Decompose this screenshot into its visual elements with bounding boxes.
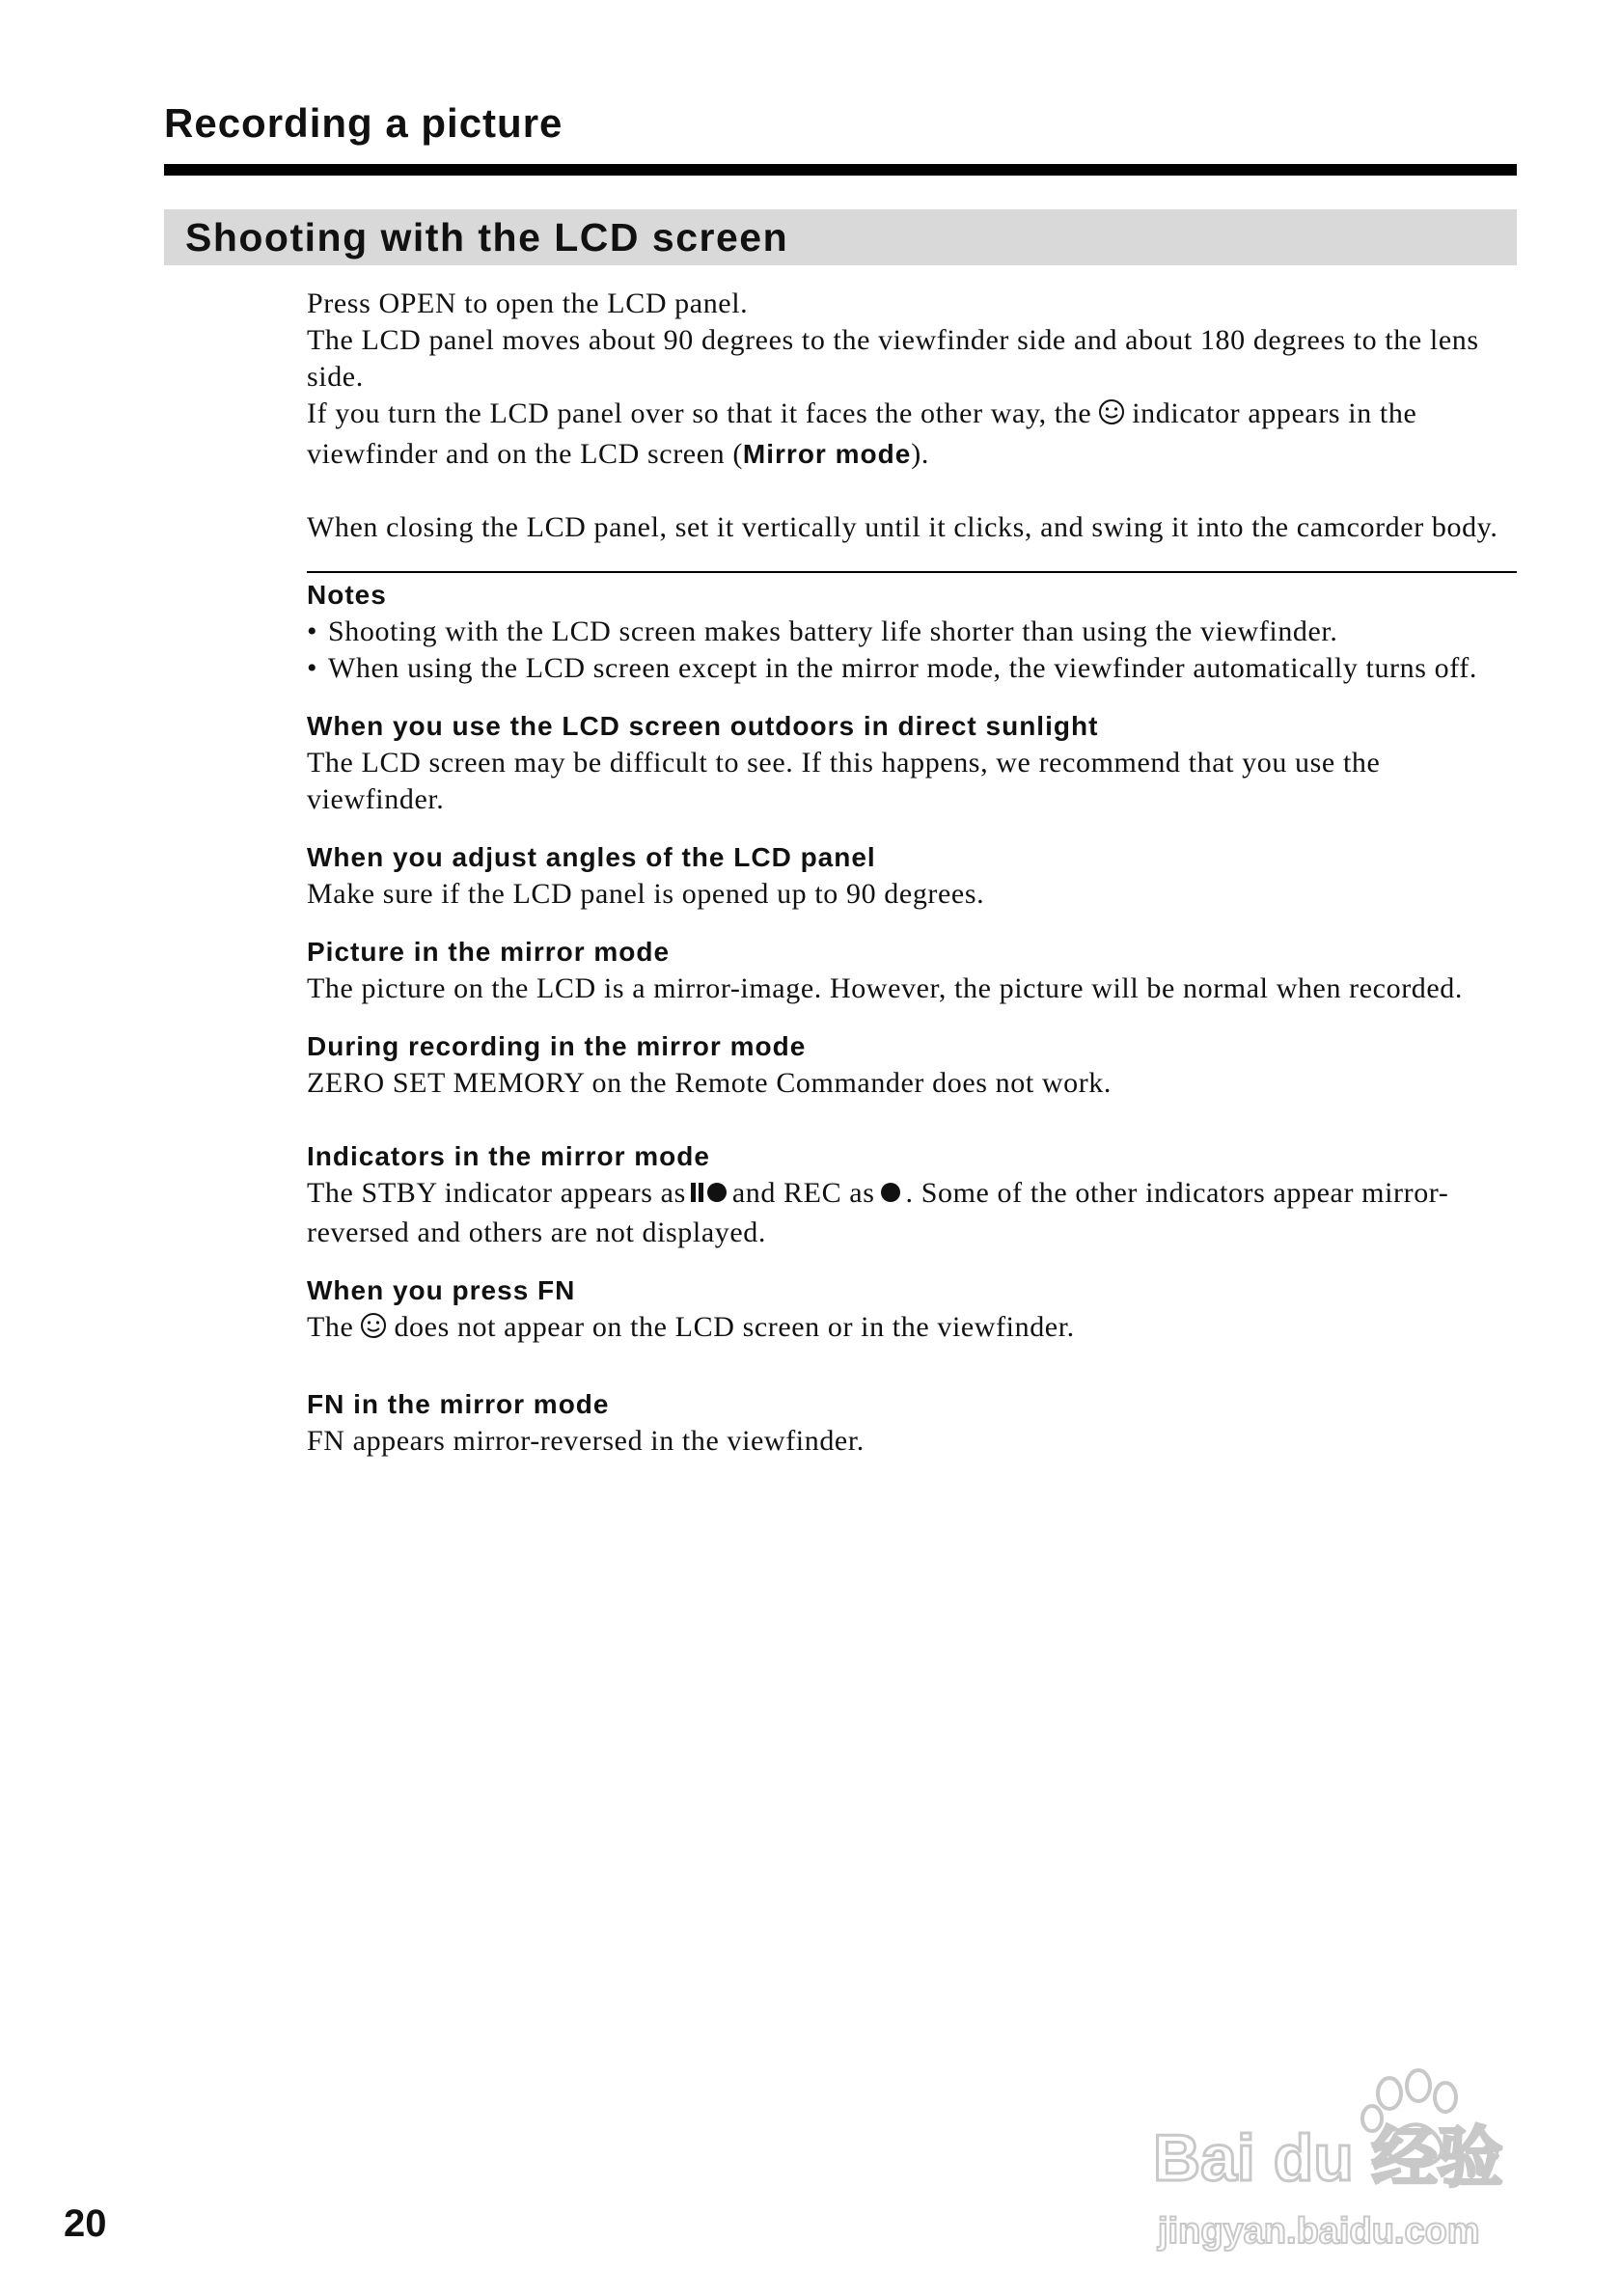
sunlight-body: The LCD screen may be difficult to see. If this happens, we recommend that you use the viewfinder. [307,747,1381,815]
bullet-marker: • [307,652,318,684]
recording-mirror-heading: During recording in the mirror mode [307,1031,807,1061]
section-fn-mirror [307,1386,1517,1460]
indicators-text-part3: . Some of the other indicators appear mirror-reversed and others are not displayed. [307,1177,1449,1248]
recording-mirror-body: ZERO SET MEMORY on the Remote Commander does not work. [307,1067,1113,1099]
main-content [307,286,1517,1460]
section-picture-mirror [307,934,1517,1007]
intro-paragraph [307,286,1517,546]
chapter-rule [164,164,1517,176]
stby-pause-record-icon [690,1178,728,1215]
fn-mirror-heading: FN in the mirror mode [307,1389,610,1419]
intro-line-open: Press OPEN to open the LCD panel. [307,287,749,319]
indicators-mirror-body [307,1175,1517,1251]
watermark-url-text: jingyan.baidu.com [1158,2211,1480,2252]
intro-mirror-text-before: If you turn the LCD panel over so that it faces the other way, the [307,397,1092,429]
mirror-mode-term: Mirror mode [742,439,912,469]
press-fn-text-part2: does not appear on the LCD screen or in the viewfinder. [394,1311,1075,1343]
baidu-jingyan-watermark-logo [1148,2064,1553,2257]
indicators-mirror-heading: Indicators in the mirror mode [307,1141,710,1171]
rec-dot-icon [879,1178,902,1215]
note-item [307,650,1517,687]
indicators-text-part2: and REC as [731,1177,875,1209]
press-fn-text-part1: The [307,1311,354,1343]
press-fn-body [307,1309,1517,1350]
section-title: Shooting with the LCD screen [185,214,789,260]
section-press-fn [307,1272,1517,1350]
page-number: 20 [64,2202,107,2245]
picture-mirror-heading: Picture in the mirror mode [307,937,671,967]
angles-heading: When you adjust angles of the LCD panel [307,842,876,872]
intro-mirror-text-end: ). [911,438,929,470]
section-angles [307,839,1517,913]
section-sunlight [307,708,1517,818]
indicators-text-part1: The STBY indicator appears as [307,1177,686,1209]
self-portrait-face-icon [1097,397,1126,436]
intro-mirror-text-after: indicator appears in the viewfinder and on the LCD screen ( [307,397,1417,470]
intro-closing-paragraph: When closing the LCD panel, set it vertically until it clicks, and swing it into the camcorder body. [307,511,1498,543]
self-portrait-face-icon [359,1311,388,1350]
angles-body: Make sure if the LCD panel is opened up to 90 degrees. [307,878,985,910]
sunlight-heading: When you use the LCD screen outdoors in direct sunlight [307,711,1099,741]
notes-divider [307,571,1517,573]
bullet-marker: • [307,615,318,647]
chapter-title: Recording a picture [164,100,563,146]
picture-mirror-body: The picture on the LCD is a mirror-image. However, the picture will be normal when recorded. [307,972,1463,1004]
note-text-battery: Shooting with the LCD screen makes battery life shorter than using the viewfinder. [328,615,1338,647]
note-item [307,614,1517,650]
notes-list [307,614,1517,687]
section-header-bar [164,209,1517,265]
press-fn-heading: When you press FN [307,1275,576,1305]
note-text-viewfinder: When using the LCD screen except in the mirror mode, the viewfinder automatically turns off. [328,652,1477,684]
section-recording-mirror [307,1028,1517,1102]
watermark-brand-text: Bai du 经验 [1153,2121,1503,2195]
notes-heading: Notes [307,580,387,610]
intro-line-mirror [307,396,1517,473]
section-indicators-mirror [307,1138,1517,1251]
fn-mirror-body: FN appears mirror-reversed in the viewfinder. [307,1425,865,1457]
intro-line-rotation: The LCD panel moves about 90 degrees to the viewfinder side and about 180 degrees to the lens side. [307,324,1479,393]
